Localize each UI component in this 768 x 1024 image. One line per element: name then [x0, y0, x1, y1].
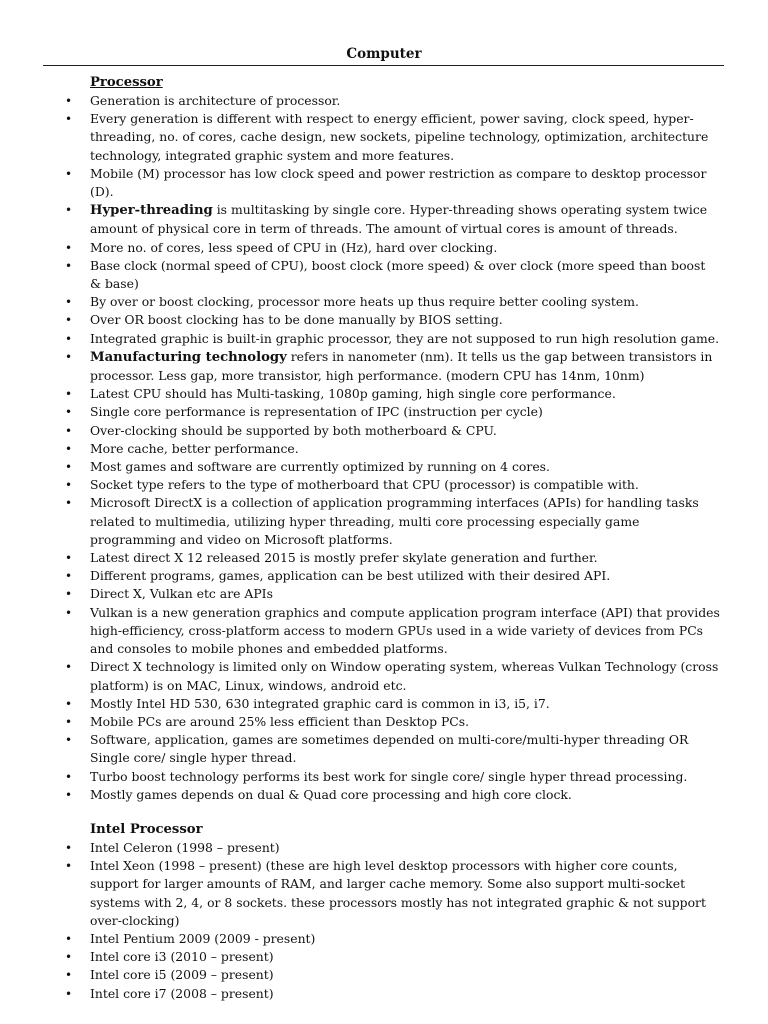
list-item: [65, 857, 720, 930]
list-item-text: Intel Xeon (1998 – present) (these are high level desktop processors with higher core counts, support for larger amounts of RAM, and larger cache memory. Some also support multi-socket systems with 2, 4, or 8 sockets. these processors mostly has not integrated graphic & not support over-clocking): [90, 858, 706, 928]
list-item: [65, 695, 720, 713]
list-item: [65, 948, 720, 966]
list-item: [65, 440, 720, 458]
list-item: [65, 403, 720, 421]
list-item: [65, 330, 720, 348]
list-item: [65, 293, 720, 311]
list-item-text: Mostly Intel HD 530, 630 integrated graphic card is common in i3, i5, i7.: [90, 695, 550, 711]
list-item-text: Every generation is different with respect to energy efficient, power saving, clock speed, hyper-threading, no. of cores, cache design, new sockets, pipeline technology, optimization, architecture technology, integrated graphic system and more features.: [90, 111, 709, 163]
list-item: [65, 786, 720, 804]
list-item-text: More cache, better performance.: [90, 440, 299, 456]
list-item: [65, 966, 720, 984]
list-item: [65, 201, 720, 238]
term-hyper-threading: Hyper-threading: [90, 203, 213, 219]
list-item-text: Over OR boost clocking has to be done manually by BIOS setting.: [90, 312, 503, 328]
bullet-list-intel-processor: [65, 839, 720, 1003]
list-item: [65, 458, 720, 476]
list-item: [65, 257, 720, 293]
list-item-text: Mobile (M) processor has low clock speed and power restriction as compare to desktop processor (D).: [90, 165, 707, 200]
list-item-text: is multitasking by single core. Hyper-threading shows operating system twice amount of physical core in term of threads. The amount of virtual cores is amount of threads.: [90, 202, 708, 237]
document-title: Computer: [346, 46, 422, 62]
list-item-text: Microsoft DirectX is a collection of application programming interfaces (APIs) for handling tasks related to multimedia, utilizing hyper threading, multi core processing especially game programming and video on Microsoft platforms.: [90, 495, 699, 547]
list-item-text: Software, application, games are sometimes depended on multi-core/multi-hyper threading OR Single core/ single hyper thread.: [90, 732, 689, 766]
list-item: [65, 713, 720, 731]
bullet-list-processor: [65, 92, 720, 804]
list-item-text: Latest CPU should has Multi-tasking, 1080p gaming, high single core performance.: [90, 386, 616, 402]
list-item: [65, 930, 720, 948]
list-item-text: Intel Celeron (1998 – present): [90, 839, 280, 855]
list-item: [65, 604, 720, 659]
list-item: [65, 985, 720, 1003]
list-item-text: More no. of cores, less speed of CPU in (Hz), hard over clocking.: [90, 239, 498, 255]
list-item-text: Different programs, games, application can be best utilized with their desired API.: [90, 568, 611, 584]
section-heading-processor: Processor: [90, 75, 163, 90]
section-spacer: [65, 804, 720, 820]
list-item-text: Mostly games depends on dual & Quad core processing and high core clock.: [90, 786, 572, 802]
document-body: [65, 73, 720, 1003]
list-item-text: Single core performance is representation of IPC (instruction per cycle): [90, 404, 543, 420]
list-item-text: Turbo boost technology performs its best work for single core/ single hyper thread processing.: [90, 768, 688, 784]
list-item-text: Socket type refers to the type of motherboard that CPU (processor) is compatible with.: [90, 477, 639, 493]
term-manufacturing-technology: Manufacturing technology: [90, 349, 287, 365]
list-item: [65, 239, 720, 257]
list-item: [65, 494, 720, 549]
list-item-text: Vulkan is a new generation graphics and compute application program interface (API) that provides high-efficiency, cross-platform access to modern GPUs used in a wide variety of devices from PCs and consoles to mobile phones and embedded platforms.: [90, 604, 720, 657]
list-item-text: Generation is architecture of processor.: [90, 93, 341, 108]
list-item: [65, 422, 720, 440]
list-item: [65, 839, 720, 857]
list-item-text: Intel core i5 (2009 – present): [90, 967, 274, 983]
list-item: [65, 92, 720, 110]
list-item: [65, 348, 720, 385]
list-item: [65, 549, 720, 567]
list-item-text: Mobile PCs are around 25% less efficient than Desktop PCs.: [90, 713, 470, 729]
list-item: [65, 311, 720, 329]
list-item-text: Latest direct X 12 released 2015 is mostly prefer skylate generation and further.: [90, 550, 598, 566]
list-item-text: refers in nanometer (nm). It tells us the gap between transistors in processor. Less gap, more transistor, high performance. (modern CPU has 14nm, 10nm): [90, 348, 713, 384]
list-item-text: Direct X, Vulkan etc are APIs: [90, 586, 273, 602]
list-item-text: Direct X technology is limited only on Window operating system, whereas Vulkan Technology (cross platform) is on MAC, Linux, windows, android etc.: [90, 659, 719, 693]
list-item-text: Intel core i7 (2008 – present): [90, 985, 274, 1001]
list-item-text: By over or boost clocking, processor more heats up thus require better cooling system.: [90, 294, 639, 310]
list-item: [65, 165, 720, 201]
list-item-text: Over-clocking should be supported by both motherboard & CPU.: [90, 422, 497, 438]
list-item: [65, 585, 720, 603]
list-item-text: Intel core i3 (2010 – present): [90, 949, 274, 965]
list-item: [65, 476, 720, 494]
list-item: [65, 658, 720, 694]
list-item-text: Base clock (normal speed of CPU), boost clock (more speed) & over clock (more speed than boost & base): [90, 257, 706, 292]
list-item-text: Most games and software are currently optimized by running on 4 cores.: [90, 459, 550, 475]
list-item: [65, 731, 720, 767]
list-item: [65, 768, 720, 786]
list-item: [65, 385, 720, 403]
list-item: [65, 110, 720, 165]
title-divider: [43, 65, 724, 66]
list-item-text: Integrated graphic is built-in graphic processor, they are not supposed to run high resolution game.: [90, 330, 720, 346]
section-heading-intel-processor: Intel Processor: [90, 821, 203, 837]
list-item-text: Intel Pentium 2009 (2009 - present): [90, 930, 316, 946]
list-item: [65, 567, 720, 585]
